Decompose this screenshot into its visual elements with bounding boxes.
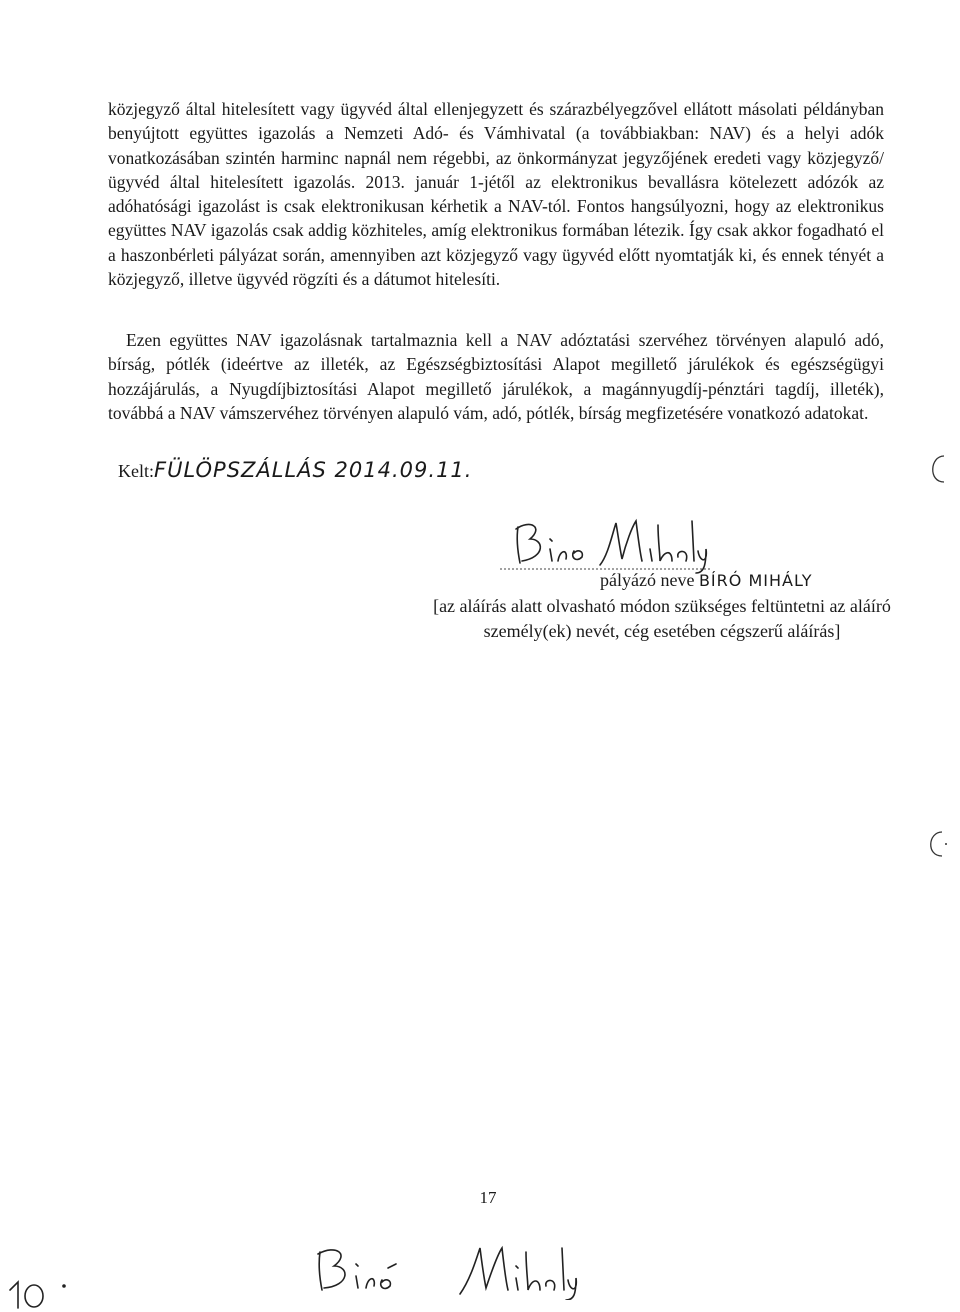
handwritten-margin-number xyxy=(4,1276,74,1312)
kelt-label: Kelt: xyxy=(118,461,154,481)
scan-artifact-mark xyxy=(922,828,950,860)
handwritten-place-date: FÜLÖPSZÁLLÁS 2014.09.11. xyxy=(154,458,473,482)
signature-instruction: [az aláírás alatt olvasható módon szükséges feltüntetni az aláíró személy(ek) nevét, cég esetében cégszerű aláírás] xyxy=(433,596,891,641)
applicant-name-line xyxy=(600,570,813,591)
place-date-line xyxy=(118,458,472,482)
handwritten-applicant-name: BÍRÓ MIHÁLY xyxy=(698,571,813,590)
scan-artifact-mark xyxy=(924,452,950,486)
applicant-label: pályázó neve xyxy=(600,570,695,590)
handwritten-signature xyxy=(500,505,710,575)
page-number: 17 xyxy=(479,1188,497,1207)
body-paragraph-1: közjegyző által hitelesített vagy ügyvéd által ellenjegyzett és szárazbélyegzővel ellátott másolati példányban benyújtott együttes igazolás a Nemzeti Adó- és Vámhivatal (a továbbiakban: NAV) és a helyi adók vonatkozásában szintén harminc napnál nem régebbi, az önkormányzat jegyzőjének eredeti vagy közjegyző/ügyvéd által hitelesített igazolás. 2013. január 1-jétől az elektronikus bevallásra kötelezett adózók az adóhatósági igazolást is csak elektronikusan kérhetik a NAV-tól. Fontos hangsúlyozni, hogy az elektronikus együttes NAV igazolás csak addig közhiteles, amíg elektronikus formában létezik. Így csak akkor fogadható el a haszonbérleti pályázat során, amennyiben azt közjegyző vagy ügyvéd előtt nyomtatják ki, és ennek tényét a közjegyző, illetve ügyvéd rögzíti és a dátumot hitelesíti. xyxy=(108,99,884,290)
bottom-handwritten-signature xyxy=(310,1238,600,1300)
body-paragraph-2: Ezen együttes NAV igazolásnak tartalmaznia kell a NAV adóztatási szervéhez törvényen alapuló adó, bírság, pótlék (ideértve az illeték, az Egészségbiztosítási Alapot megillető járulékok és egészségügyi hozzájárulás, a Nyugdíjbiztosítási Alapot megillető járulékok, a magánnyugdíj-pénztári tagdíj, illeték), továbbá a NAV vámszervéhez törvényen alapuló vám, adó, pótlék, bírság megfizetésére vonatkozó adatokat. xyxy=(108,330,884,423)
